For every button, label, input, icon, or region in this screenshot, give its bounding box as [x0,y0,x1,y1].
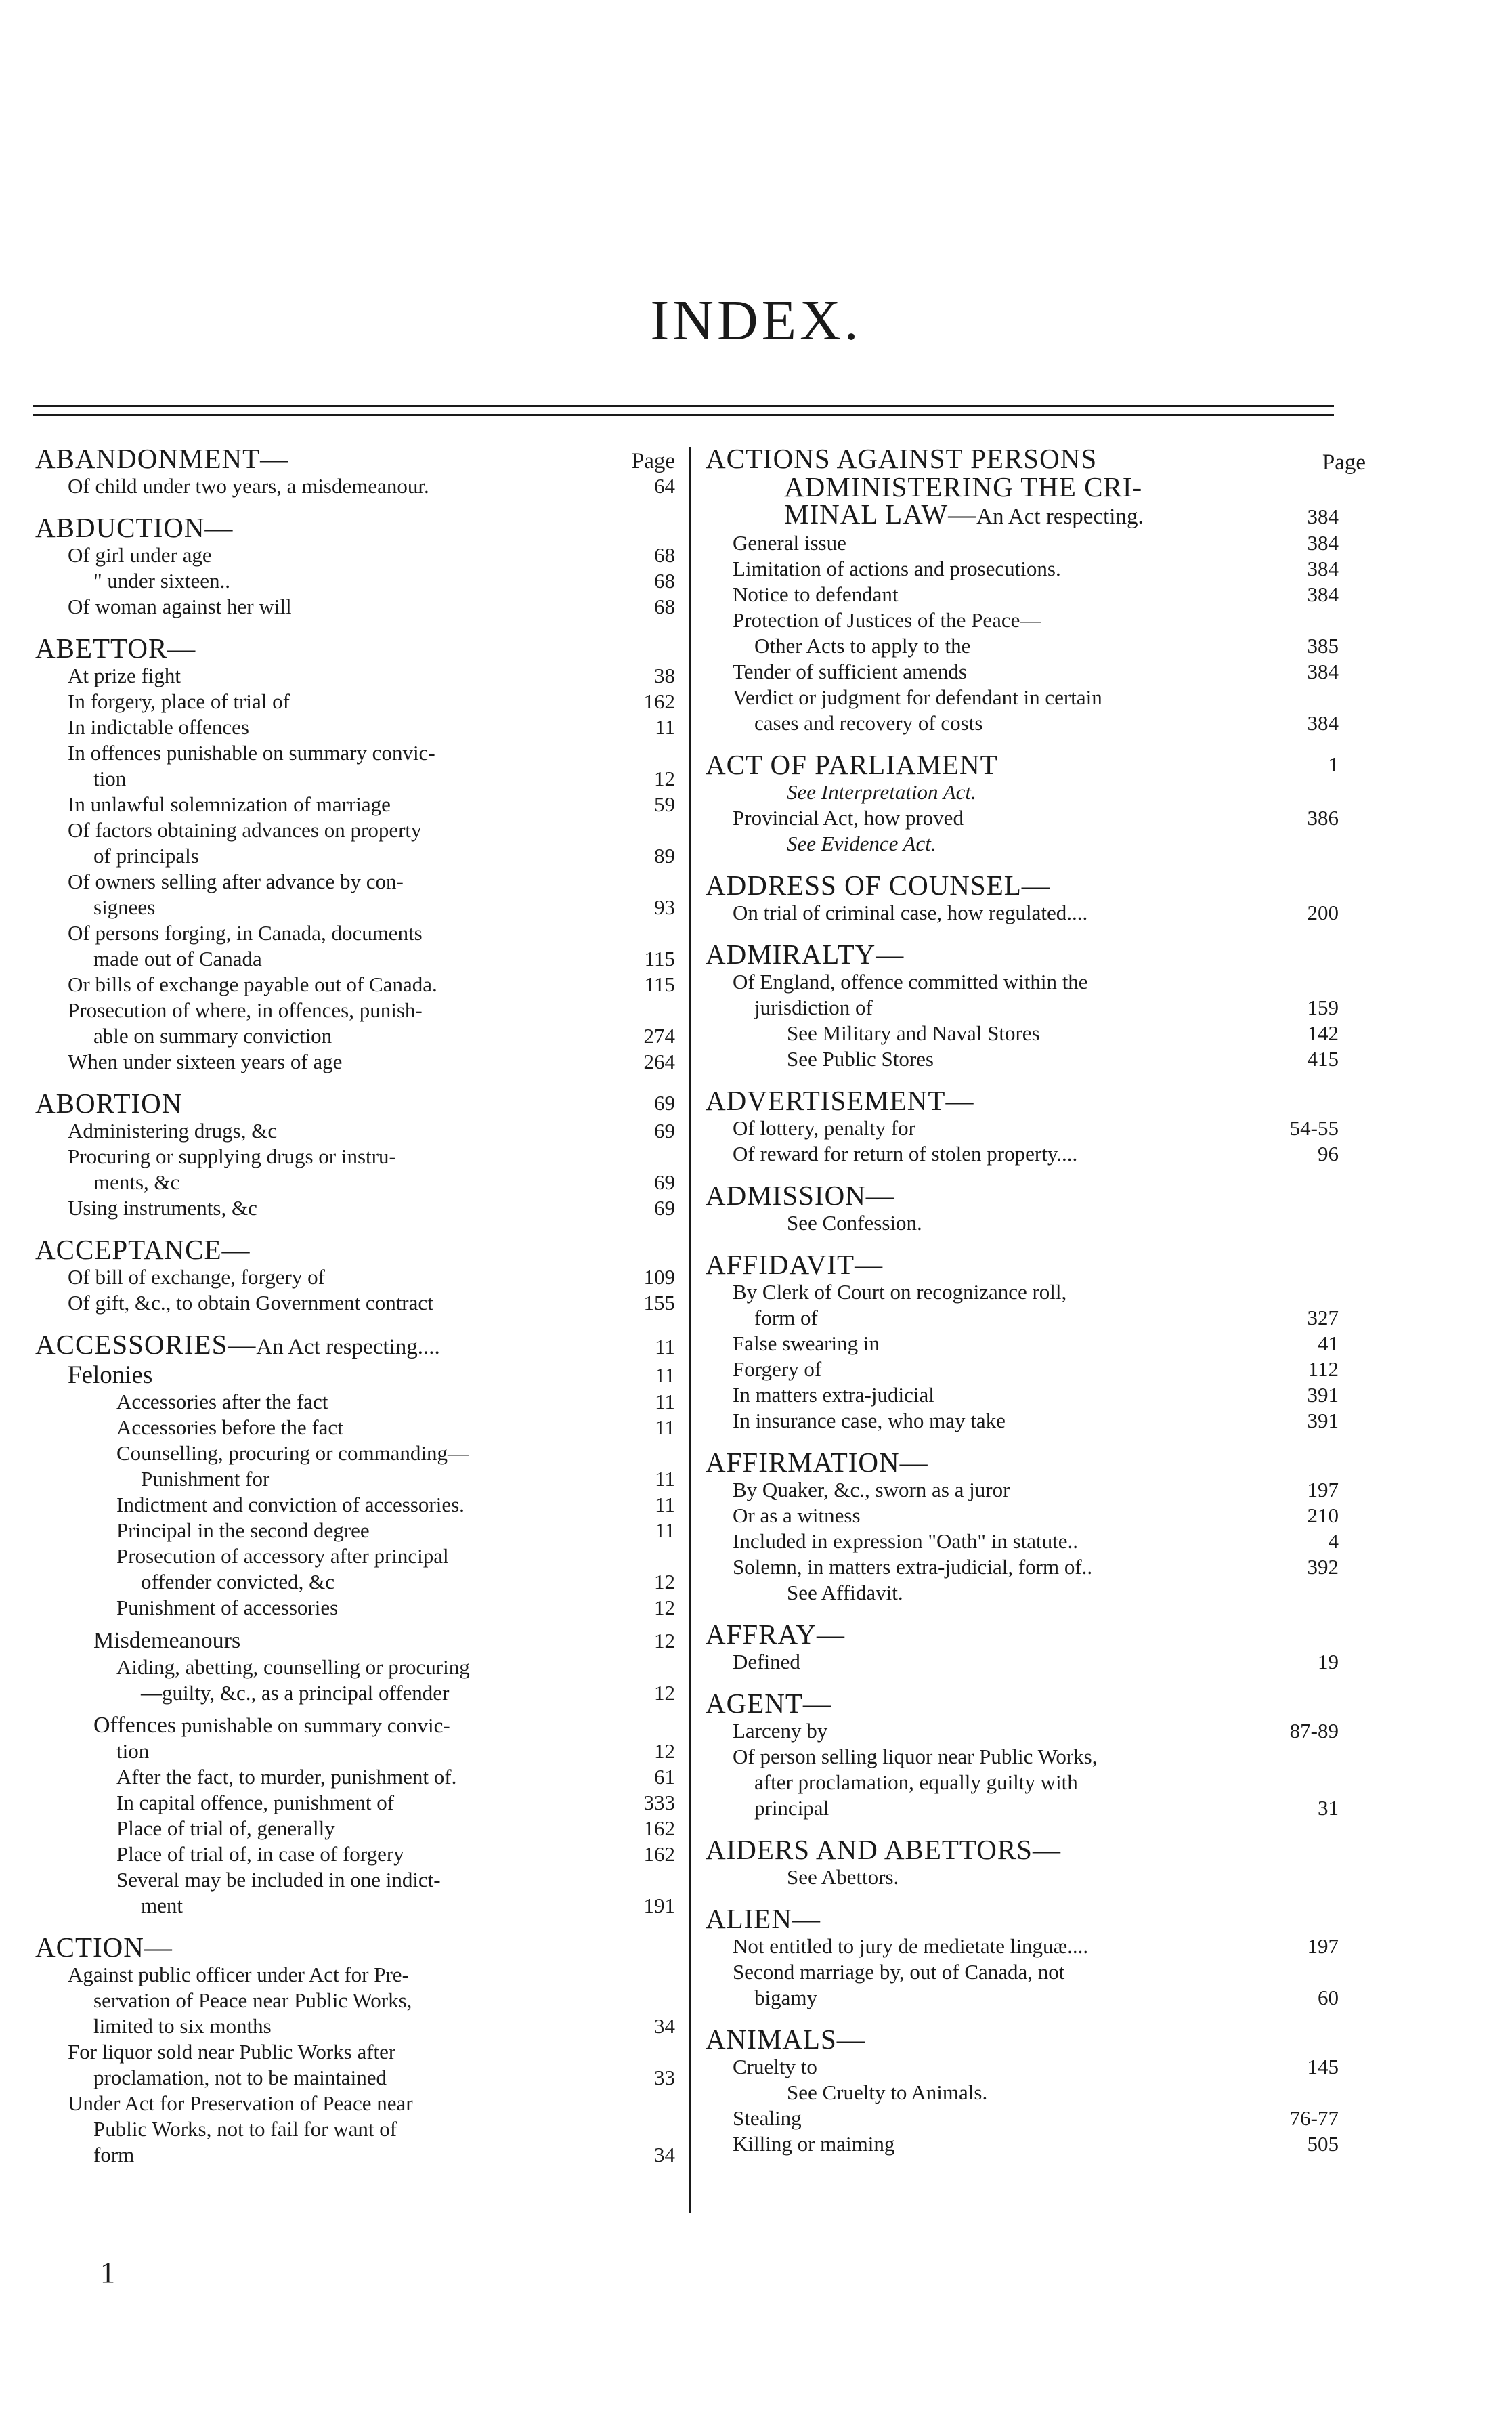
index-entry-affray [706,1619,1339,1675]
index-line: By Clerk of Court on recognizance roll, [733,1280,1067,1304]
index-line: Second marriage by, out of Canada, not [733,1960,1065,1984]
entry-heading: AIDERS AND ABETTORS— [706,1834,1061,1865]
index-line: Of persons forging, in Canada, documents [68,921,423,945]
index-line: proclamation, not to be maintained 33 [93,2066,675,2089]
index-line: Of girl under age 68 [68,543,675,567]
index-line: Of lottery, penalty for 54-55 [733,1116,1339,1140]
entry-heading-line: ABORTION 69 [35,1088,675,1119]
index-line: See Interpretation Act. [787,780,976,804]
index-line: See Confession. [787,1211,922,1235]
index-entry-acceptance [35,1235,675,1316]
index-line: Provincial Act, how proved 386 [733,806,1339,830]
index-line: Of child under two years, a misdemeanour. 64 [68,474,675,498]
entry-heading-line: MINAL LAW—An Act respecting. 384 [784,498,1339,530]
entry-heading: ADMISSION— [706,1180,894,1211]
index-line: —guilty, &c., as a principal offender 12 [141,1681,675,1705]
index-line: offender convicted, &c 12 [141,1570,675,1594]
entry-heading: ABDUCTION— [35,512,234,543]
index-line: In unlawful solemnization of marriage 59 [68,792,675,816]
index-line: jurisdiction of 159 [754,996,1339,1019]
index-line: able on summary conviction 274 [93,1024,675,1048]
index-line: In capital offence, punishment of 333 [116,1791,675,1814]
index-entry-abandonment [35,444,675,499]
index-line: Procuring or supplying drugs or instru- [68,1145,396,1168]
index-line: Accessories after the fact 11 [116,1390,675,1413]
entry-heading: ACCEPTANCE— [35,1234,251,1265]
page-column-label: Page [631,449,675,473]
index-line: For liquor sold near Public Works after [68,2040,396,2064]
index-line: Of England, offence committed within the [733,970,1088,994]
index-line: Forgery of 112 [733,1357,1339,1381]
index-line: Cruelty to 145 [733,2055,1339,2078]
entry-heading: ALIEN— [706,1903,821,1934]
index-line: Principal in the second degree 11 [116,1518,675,1542]
index-line: cases and recovery of costs 384 [754,711,1339,735]
index-line: Of bill of exchange, forgery of 109 [68,1265,675,1289]
index-line: In insurance case, who may take 391 [733,1409,1339,1432]
index-entry-admiralty [706,939,1339,1072]
index-entry-accessories [35,1329,675,1919]
index-line: Under Act for Preservation of Peace near [68,2091,413,2115]
entry-heading-line: ACT OF PARLIAMENT 1 [706,749,1339,780]
index-line: of principals 89 [93,844,675,868]
entry-heading: ABANDONMENT— [35,443,289,474]
index-line: When under sixteen years of age 264 [68,1050,675,1073]
index-line: In matters extra-judicial 391 [733,1383,1339,1407]
page-number: 1 [100,2256,115,2289]
index-entry-alien [706,1904,1339,2011]
index-line: Solemn, in matters extra-judicial, form of.. 392 [733,1555,1339,1579]
top-rule [33,405,1334,407]
index-line: Using instruments, &c 69 [68,1196,675,1220]
index-entry-abortion [35,1088,675,1221]
index-column-right [706,443,1366,2171]
entry-heading: ADMIRALTY— [706,939,905,970]
index-line: See Evidence Act. [787,832,936,855]
index-line: See Abettors. [787,1865,899,1889]
index-line: Punishment for 11 [141,1467,675,1491]
index-line: Limitation of actions and prosecutions. 384 [733,557,1339,580]
index-entry-affidavit [706,1250,1339,1434]
index-line: Of owners selling after advance by con- [68,870,404,893]
index-line: Of gift, &c., to obtain Government contract 155 [68,1291,675,1315]
index-line: At prize fight 38 [68,664,675,687]
index-line: signees 93 [93,895,675,919]
index-entry-act-of-parliament [706,750,1339,857]
column-divider [689,447,691,2213]
index-line: Or bills of exchange payable out of Canada. 115 [68,973,675,996]
index-line: Against public officer under Act for Pre- [68,1963,409,1986]
subheading-line: Misdemeanours 12 [93,1628,675,1653]
entry-heading: ADDRESS OF COUNSEL— [706,870,1050,901]
page-title: INDEX. [650,289,862,352]
index-line: Punishment of accessories 12 [116,1596,675,1619]
index-line: ment 191 [141,1894,675,1917]
index-line: Prosecution of accessory after principal [116,1544,449,1568]
index-column-left [35,444,675,2181]
entry-heading: ABETTOR— [35,633,196,664]
entry-heading: AFFIDAVIT— [706,1249,884,1280]
index-line: Killing or maiming 505 [733,2132,1339,2156]
index-line: On trial of criminal case, how regulated.... 200 [733,901,1339,924]
index-line: Tender of sufficient amends 384 [733,660,1339,683]
entry-heading: ANIMALS— [706,2024,865,2055]
index-entry-animals [706,2024,1339,2157]
index-line: Place of trial of, in case of forgery 162 [116,1842,675,1866]
index-line: tion 12 [116,1739,675,1763]
index-line: Counselling, procuring or commanding— [116,1441,469,1465]
entry-heading-line: ACCESSORIES—An Act respecting.... 11 [35,1329,675,1360]
subheading-line: Felonies 11 [68,1361,675,1389]
index-entry-admission [706,1180,1339,1236]
entry-heading: ADVERTISEMENT— [706,1085,974,1116]
index-line: Aiding, abetting, counselling or procuring [116,1655,470,1679]
index-line: By Quaker, &c., sworn as a juror 197 [733,1478,1339,1501]
index-entry-abettor [35,633,675,1075]
index-line: form 34 [93,2143,675,2166]
index-line: Included in expression "Oath" in statute.. 4 [733,1529,1339,1553]
index-line: In forgery, place of trial of 162 [68,689,675,713]
index-line: Defined 19 [733,1650,1339,1673]
index-line: principal 31 [754,1796,1339,1820]
index-line: Of reward for return of stolen property.... 96 [733,1142,1339,1166]
index-line: servation of Peace near Public Works, [93,1988,412,2012]
index-line: Protection of Justices of the Peace— [733,608,1041,632]
index-line: form of 327 [754,1306,1339,1329]
index-line: False swearing in 41 [733,1331,1339,1355]
entry-heading: ACTIONS AGAINST PERSONS [706,443,1098,474]
index-line: made out of Canada 115 [93,947,675,970]
index-line: See Affidavit. [787,1581,903,1604]
index-line: See Military and Naval Stores 142 [787,1021,1339,1045]
index-line: " under sixteen.. 68 [93,569,675,593]
index-line: See Public Stores 415 [787,1047,1339,1071]
index-entry-agent [706,1688,1339,1821]
index-entry-advertisement [706,1086,1339,1167]
index-line: See Cruelty to Animals. [787,2080,988,2104]
index-line: Not entitled to jury de medietate linguæ.... 197 [733,1934,1339,1958]
index-line: Administering drugs, &c 69 [68,1119,675,1143]
index-entry-abduction [35,513,675,620]
index-line: Or as a witness 210 [733,1503,1339,1527]
entry-heading: ACTION— [35,1931,173,1963]
index-line: Public Works, not to fail for want of [93,2117,397,2141]
index-line: After the fact, to murder, punishment of. 61 [116,1765,675,1789]
index-entry-actions-against-persons [706,443,1366,736]
entry-heading: AFFIRMATION— [706,1447,928,1478]
index-entry-address-of-counsel [706,870,1339,926]
index-line: Stealing 76-77 [733,2106,1339,2130]
index-entry-aiders-and-abettors [706,1835,1339,1890]
index-line: bigamy 60 [754,1986,1339,2009]
index-line: limited to six months 34 [93,2014,675,2038]
index-line: Of woman against her will 68 [68,595,675,618]
index-entry-action [35,1932,675,2168]
index-line: In offences punishable on summary convic- [68,741,435,765]
index-line: Indictment and conviction of accessories. 11 [116,1493,675,1516]
index-line: In indictable offences 11 [68,715,675,739]
index-line: Notice to defendant 384 [733,582,1339,606]
entry-heading-cont: ADMINISTERING THE CRI- [784,471,1143,503]
index-line: Verdict or judgment for defendant in certain [733,685,1102,709]
index-line: Accessories before the fact 11 [116,1415,675,1439]
index-line: Larceny by 87-89 [733,1719,1339,1743]
top-rule-thin [33,414,1334,416]
subheading-line: Offences punishable on summary convic- [93,1713,450,1738]
index-line: after proclamation, equally guilty with [754,1770,1078,1794]
entry-heading: AGENT— [706,1688,831,1719]
page-column-label: Page [1322,450,1366,475]
index-line: Several may be included in one indict- [116,1868,441,1892]
index-entry-affirmation [706,1447,1339,1606]
index-line: Other Acts to apply to the 385 [754,634,1339,658]
entry-heading: AFFRAY— [706,1619,846,1650]
index-line: Prosecution of where, in offences, punish- [68,998,423,1022]
index-line: tion 12 [93,767,675,790]
index-line: ments, &c 69 [93,1170,675,1194]
index-line: Of factors obtaining advances on property [68,818,422,842]
index-line: General issue 384 [733,531,1339,555]
index-line: Place of trial of, generally 162 [116,1816,675,1840]
index-line: Of person selling liquor near Public Works, [733,1745,1098,1768]
